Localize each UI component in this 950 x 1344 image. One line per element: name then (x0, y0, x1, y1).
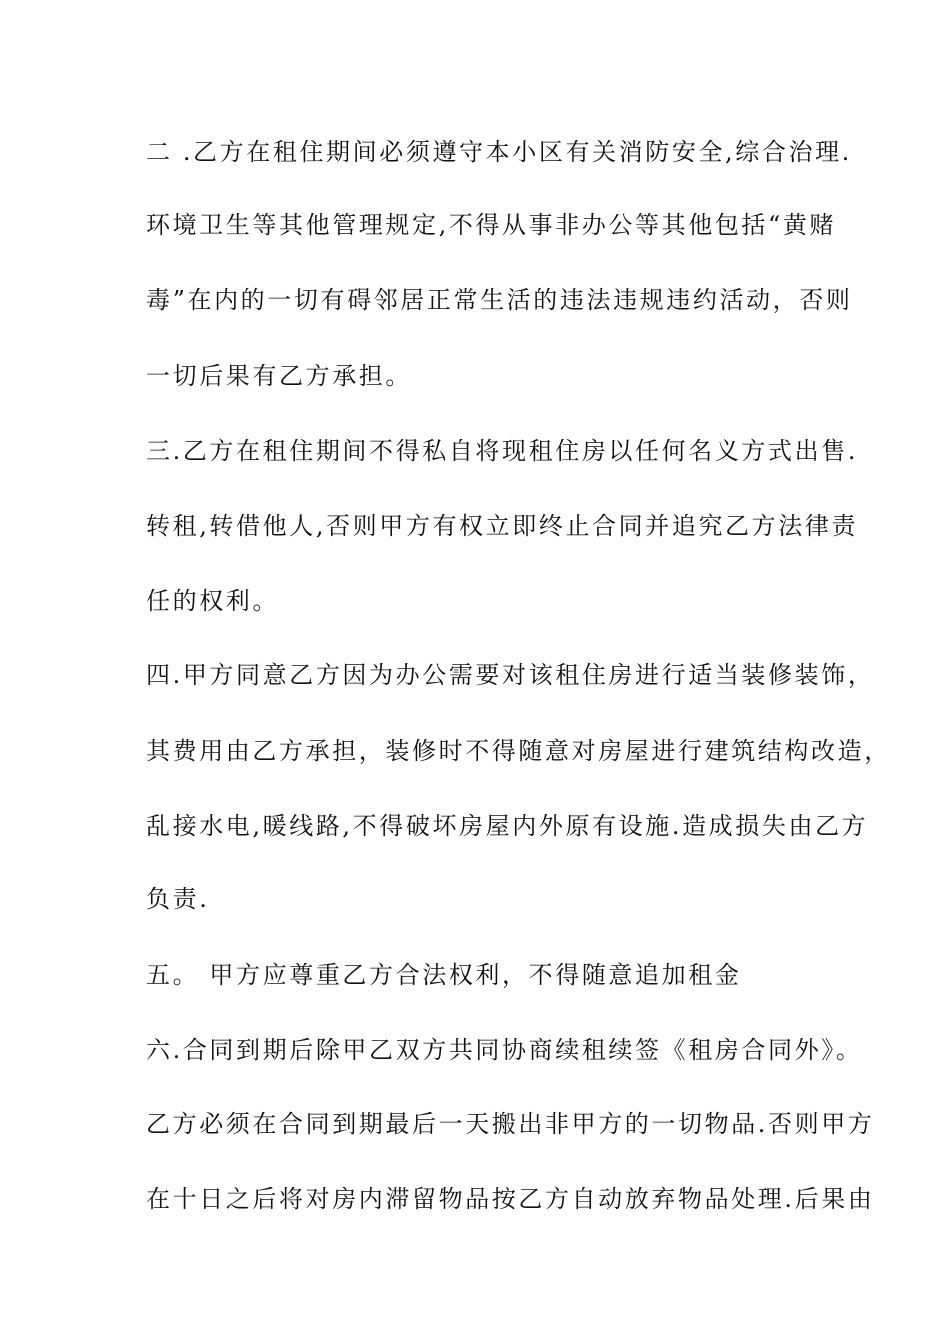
text-line: 四.甲方同意乙方因为办公需要对该租住房进行适当装修装饰， (146, 661, 875, 689)
text-line: 负责. (146, 885, 210, 913)
text-line: 任的权利。 (146, 587, 279, 615)
text-line: 六.合同到期后除甲乙双方共同协商续租续签《租房合同外》。 (146, 1036, 863, 1064)
text-line: 环境卫生等其他管理规定,不得从事非办公等其他包括“黄赌 (146, 211, 837, 239)
text-line: 毒”在内的一切有碍邻居正常生活的违法违规违约活动，否则 (146, 286, 853, 314)
text-line: 三.乙方在租住期间不得私自将现租住房以任何名义方式出售. (146, 437, 859, 465)
text-line: 二 .乙方在租住期间必须遵守本小区有关消防安全,综合治理. (146, 138, 852, 166)
text-line: 五。 甲方应尊重乙方合法权利，不得随意追加租金 (146, 961, 742, 989)
text-line: 一切后果有乙方承担。 (146, 362, 412, 390)
text-line: 乙方必须在合同到期最后一天搬出非甲方的一切物品.否则甲方 (146, 1110, 875, 1138)
text-line: 乱接水电,暖线路,不得破坏房屋内外原有设施.造成损失由乙方 (146, 812, 869, 840)
text-line: 转租,转借他人,否则甲方有权立即终止合同并追究乙方法律责 (146, 512, 859, 540)
text-line: 在十日之后将对房内滞留物品按乙方自动放弃物品处理.后果由 (146, 1185, 875, 1213)
text-line: 其费用由乙方承担，装修时不得随意对房屋进行建筑结构改造， (146, 737, 891, 765)
